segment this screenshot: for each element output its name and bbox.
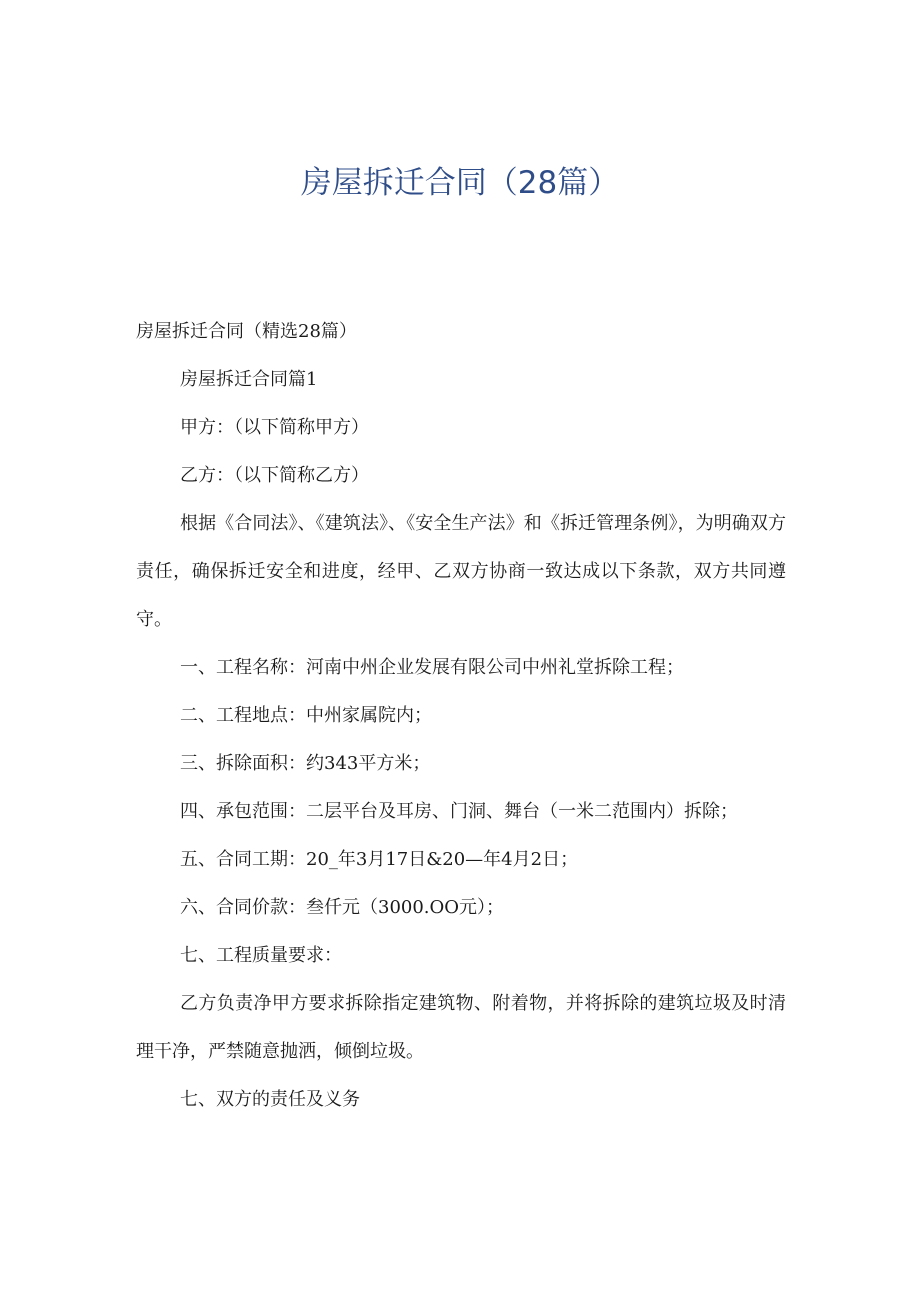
clause-quality-heading: 七、工程质量要求： bbox=[180, 945, 342, 966]
clause-project-name: 一、工程名称：河南中州企业发展有限公司中州礼堂拆除工程； bbox=[180, 657, 684, 678]
clause-demolition-area: 三、拆除面积：约343平方米； bbox=[180, 753, 431, 774]
party-b-line: 乙方：（以下简称乙方） bbox=[180, 465, 369, 486]
clause-quality-text: 乙方负责净甲方要求拆除指定建筑物、附着物，并将拆除的建筑垃圾及时清理干净，严禁随意抛洒，倾倒垃圾。 bbox=[136, 993, 786, 1062]
party-a-line: 甲方：（以下简称甲方） bbox=[180, 417, 369, 438]
clause-contract-price: 六、合同价款：叁仟元（3000.OO元）； bbox=[180, 897, 505, 918]
section-heading: 房屋拆迁合同篇1 bbox=[180, 369, 318, 390]
clause-project-location: 二、工程地点：中州家属院内； bbox=[180, 705, 432, 726]
clause-contract-period: 五、合同工期：20_年3月17日&20—年4月2日； bbox=[180, 849, 579, 870]
document-body bbox=[136, 308, 786, 1124]
document-title: 房屋拆迁合同（28篇） bbox=[300, 165, 620, 201]
preamble-paragraph: 根据《合同法》、《建筑法》、《安全生产法》和《拆迁管理条例》，为明确双方责任，确保拆迁安全和进度，经甲、乙双方协商一致达成以下条款，双方共同遵守。 bbox=[136, 513, 786, 630]
clause-contract-scope: 四、承包范围：二层平台及耳房、门洞、舞台（一米二范围内）拆除； bbox=[180, 801, 738, 822]
clause-responsibilities-heading: 七、双方的责任及义务 bbox=[180, 1089, 360, 1110]
document-subtitle: 房屋拆迁合同（精选28篇） bbox=[136, 321, 357, 342]
